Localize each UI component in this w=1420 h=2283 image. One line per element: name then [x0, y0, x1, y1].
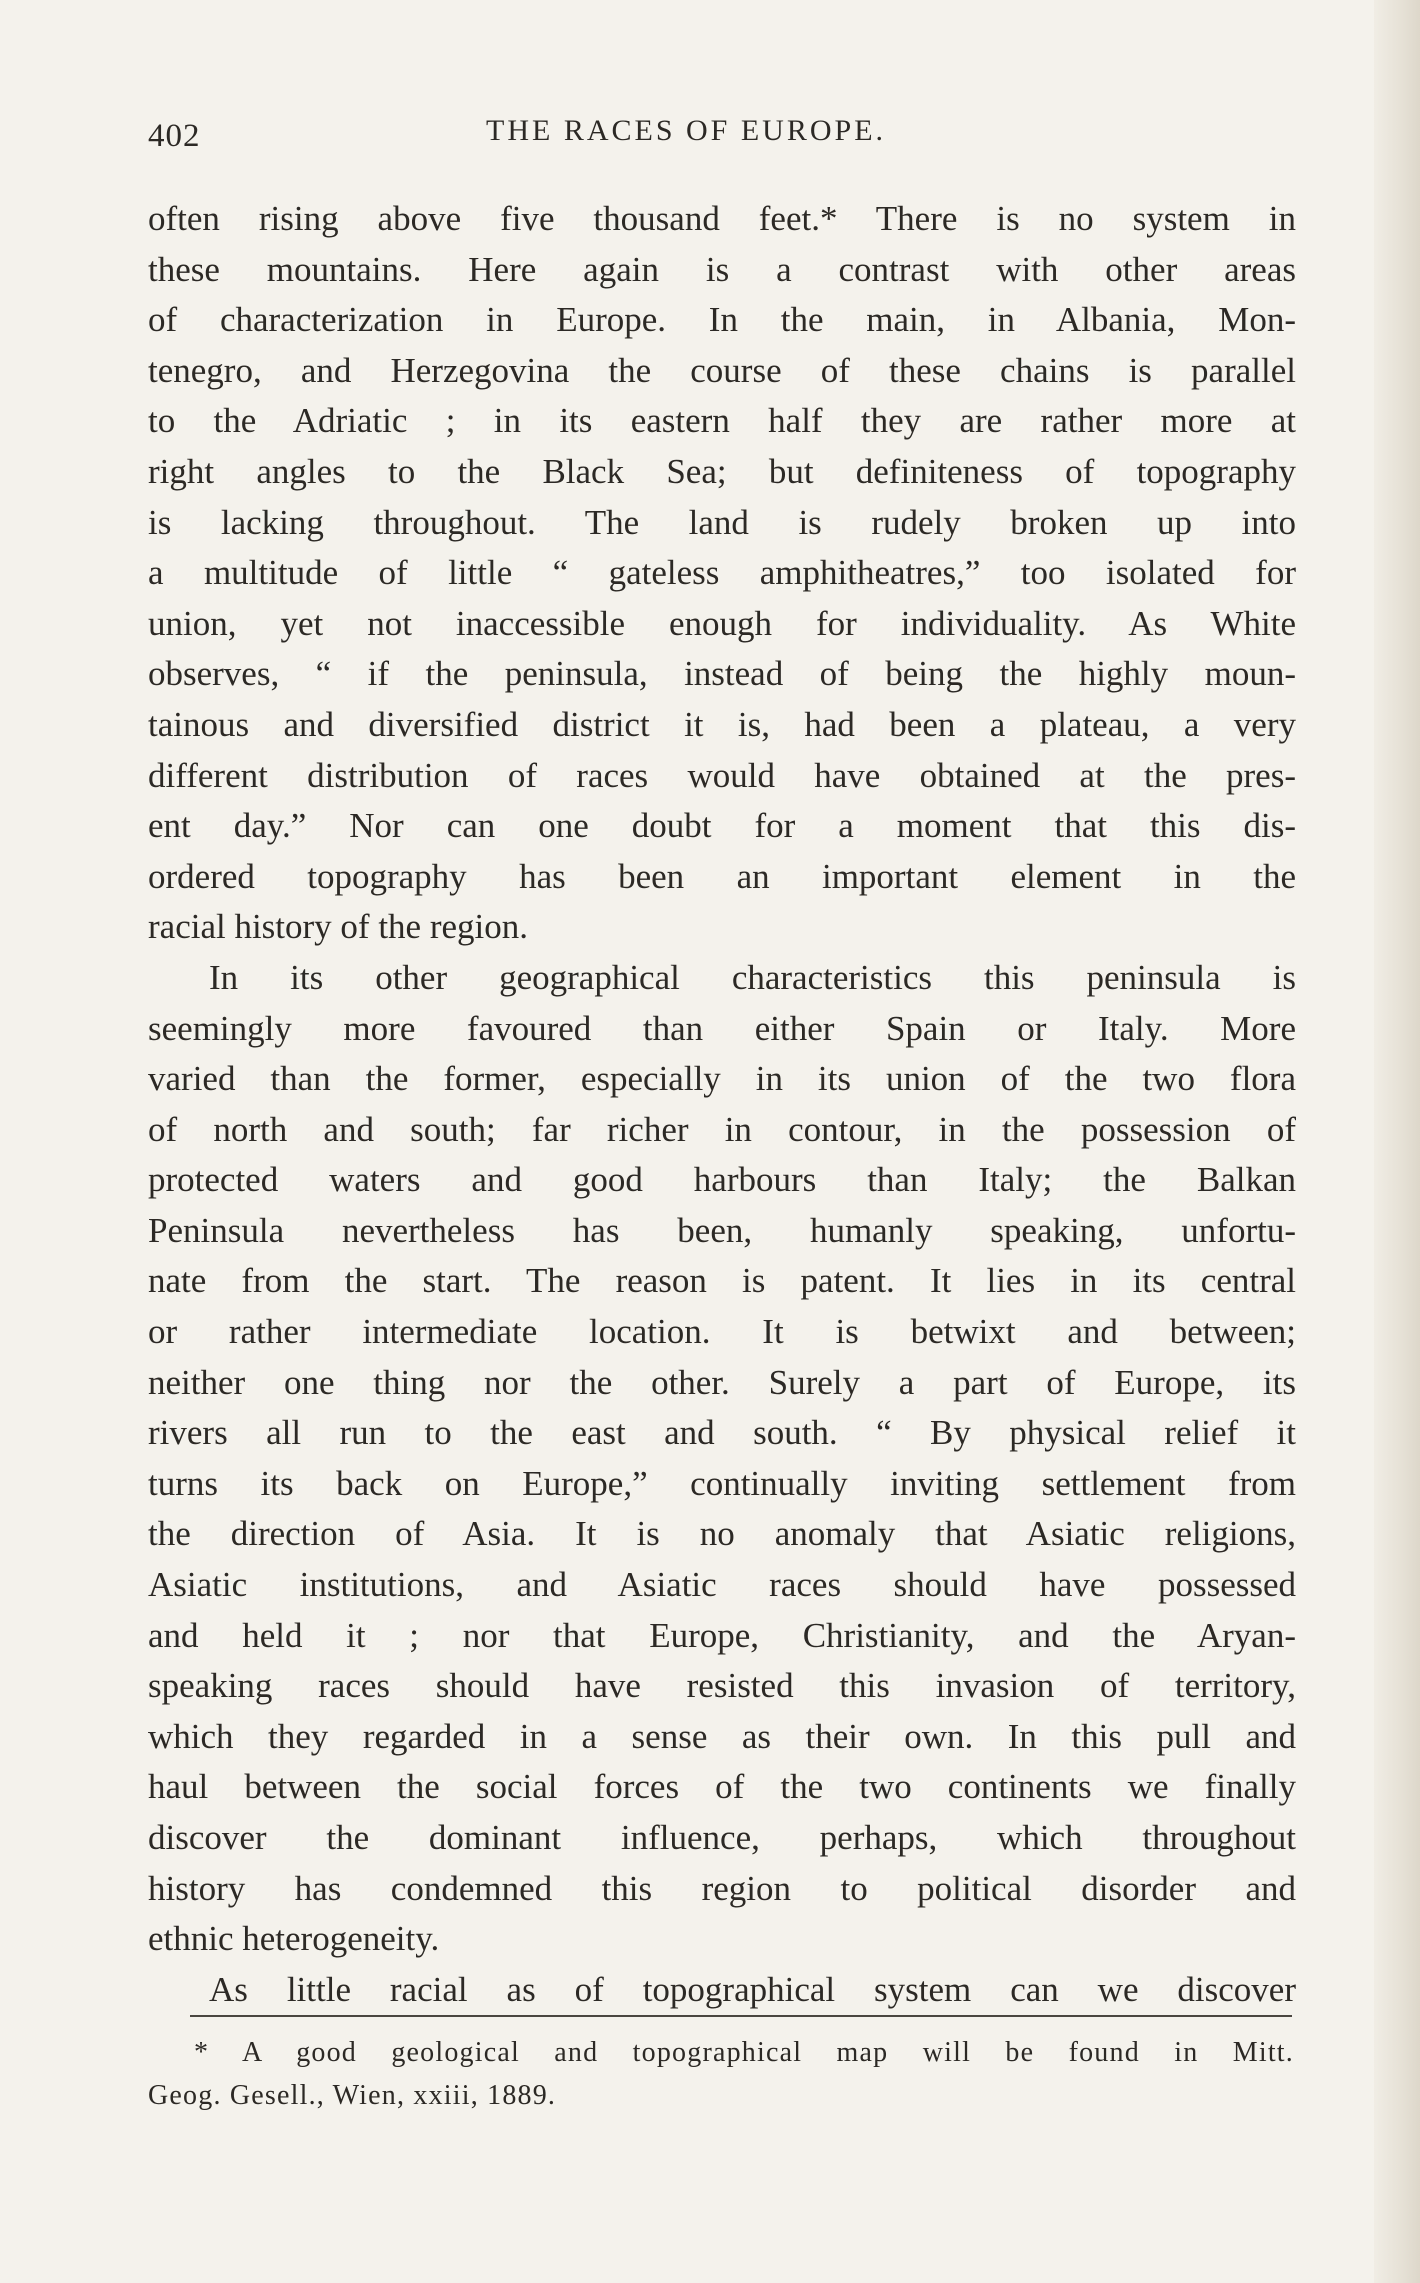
text-line: or rather intermediate location. It is betwixt and between;: [148, 1312, 1296, 1352]
text-line: these mountains. Here again is a contrast with other areas: [148, 249, 1296, 289]
text-line: As little racial as of topographical system can we discover: [209, 1969, 1296, 2009]
text-line: neither one thing nor the other. Surely a part of Europe, its: [148, 1362, 1296, 1402]
text-line: to the Adriatic ; in its eastern half they are rather more at: [148, 401, 1296, 441]
body-text: [148, 194, 1296, 2015]
text-line: tainous and diversified district it is, had been a plateau, a very: [148, 704, 1296, 744]
text-line: discover the dominant influence, perhaps, which throughout: [148, 1818, 1296, 1857]
text-line: Peninsula nevertheless has been, humanly speaking, unfortu-: [148, 1210, 1296, 1250]
text-line: often rising above five thousand feet.* There is no system in: [148, 199, 1296, 238]
page-header: [148, 108, 1308, 168]
text-line: tenegro, and Herzegovina the course of these chains is parallel: [148, 350, 1296, 390]
text-line: protected waters and good harbours than Italy; the Balkan: [148, 1160, 1296, 1200]
text-line: varied than the former, especially in its union of the two flora: [148, 1059, 1296, 1099]
text-line: Asiatic institutions, and Asiatic races should have possessed: [148, 1565, 1296, 1605]
footnote: [148, 2031, 1294, 2117]
text-line: right angles to the Black Sea; but definiteness of topography: [148, 451, 1296, 491]
text-line: racial history of the region.: [148, 907, 529, 947]
text-line: ethnic heterogeneity.: [148, 1919, 440, 1959]
footnote-rule: [190, 2015, 1292, 2017]
text-line: of north and south; far richer in contour, in the possession of: [148, 1109, 1296, 1149]
text-line: history has condemned this region to political disorder and: [148, 1868, 1296, 1908]
text-line: haul between the social forces of the two continents we finally: [148, 1767, 1296, 1807]
footnote-line: Geog. Gesell., Wien, xxiii, 1889.: [148, 2080, 557, 2111]
text-line: union, yet not inaccessible enough for individuality. As White: [148, 603, 1296, 643]
text-line: observes, “ if the peninsula, instead of being the highly moun-: [148, 654, 1296, 694]
text-line: a multitude of little “ gateless amphitheatres,” too isolated for: [148, 553, 1296, 593]
footnote-line: * A good geological and topographical map will be found in Mitt.: [194, 2037, 1294, 2068]
page-edge-shadow: [1374, 0, 1420, 2283]
text-line: of characterization in Europe. In the main, in Albania, Mon-: [148, 300, 1296, 340]
text-line: In its other geographical characteristics this peninsula is: [209, 957, 1296, 997]
text-line: ent day.” Nor can one doubt for a moment that this dis-: [148, 806, 1296, 846]
text-line: turns its back on Europe,” continually inviting settlement from: [148, 1463, 1296, 1503]
text-line: rivers all run to the east and south. “ By physical relief it: [148, 1413, 1296, 1453]
running-title: THE RACES OF EUROPE.: [486, 114, 887, 147]
text-line: and held it ; nor that Europe, Christianity, and the Aryan-: [148, 1615, 1296, 1655]
page-number: 402: [148, 118, 201, 154]
text-line: is lacking throughout. The land is rudely broken up into: [148, 502, 1296, 542]
text-line: speaking races should have resisted this invasion of territory,: [148, 1666, 1296, 1706]
text-line: the direction of Asia. It is no anomaly that Asiatic religions,: [148, 1514, 1296, 1554]
text-line: which they regarded in a sense as their own. In this pull and: [148, 1716, 1296, 1756]
text-line: ordered topography has been an important element in the: [148, 856, 1296, 896]
text-line: nate from the start. The reason is patent. It lies in its central: [148, 1261, 1296, 1301]
text-line: different distribution of races would have obtained at the pres-: [148, 755, 1296, 795]
text-line: seemingly more favoured than either Spain or Italy. More: [148, 1008, 1296, 1048]
